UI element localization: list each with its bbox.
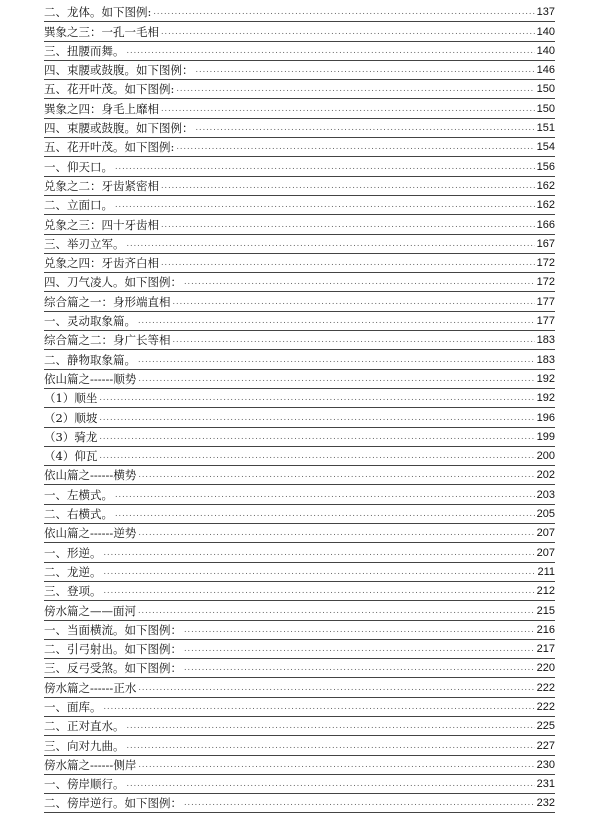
toc-dot-leader xyxy=(176,82,534,98)
toc-entry[interactable] xyxy=(44,505,555,524)
toc-dot-leader xyxy=(127,719,535,735)
toc-entry-page-number: 177 xyxy=(536,295,555,308)
toc-entry-page-number: 146 xyxy=(536,64,555,77)
toc-dot-leader xyxy=(184,642,535,658)
toc-entry[interactable] xyxy=(44,775,555,794)
toc-entry-title: 二、右横式。 xyxy=(44,507,113,522)
toc-entry[interactable] xyxy=(44,273,555,292)
toc-entry[interactable] xyxy=(44,61,555,80)
toc-entry[interactable] xyxy=(44,215,555,234)
toc-entry[interactable] xyxy=(44,543,555,562)
toc-entry[interactable] xyxy=(44,3,555,22)
toc-dot-leader xyxy=(115,488,535,504)
toc-entry-page-number: 202 xyxy=(536,469,555,482)
toc-entry-page-number: 162 xyxy=(536,199,555,212)
toc-entry[interactable] xyxy=(44,42,555,61)
toc-entry-title: 二、傍岸逆行。如下图例： xyxy=(44,796,182,811)
toc-entry-page-number: 220 xyxy=(536,662,555,675)
toc-entry-title: 傍水篇之------正水 xyxy=(44,680,137,695)
toc-entry-title: （2）顺坡 xyxy=(44,410,98,425)
toc-entry-page-number: 150 xyxy=(536,102,555,115)
toc-entry-title: 兑象之四：牙齿齐白相 xyxy=(44,256,159,271)
toc-entry-title: （3）骑龙 xyxy=(44,429,98,444)
toc-dot-leader xyxy=(184,275,535,291)
toc-entry-page-number: 207 xyxy=(536,527,555,540)
toc-entry[interactable] xyxy=(44,659,555,678)
toc-entry-page-number: 192 xyxy=(536,372,555,385)
toc-entry-title: 四、束腰或鼓腹。如下图例： xyxy=(44,63,194,78)
toc-entry-title: 二、龙逆。 xyxy=(44,564,102,579)
toc-entry[interactable] xyxy=(44,370,555,389)
toc-entry-title: 巽象之四：身毛上靡相 xyxy=(44,101,159,116)
toc-entry-title: 傍水篇之------侧岸 xyxy=(44,757,137,772)
toc-dot-leader xyxy=(99,430,534,446)
toc-dot-leader xyxy=(138,681,534,697)
toc-entry[interactable] xyxy=(44,601,555,620)
toc-dot-leader xyxy=(127,237,535,253)
toc-entry[interactable] xyxy=(44,292,555,311)
toc-dot-leader xyxy=(138,372,534,388)
toc-entry[interactable] xyxy=(44,177,555,196)
toc-entry-title: 二、引弓射出。如下图例： xyxy=(44,642,182,657)
toc-entry-title: （4）仰瓦 xyxy=(44,449,98,464)
toc-dot-leader xyxy=(196,121,535,137)
toc-entry-page-number: 177 xyxy=(536,315,555,328)
toc-entry-page-number: 192 xyxy=(536,392,555,405)
toc-entry[interactable] xyxy=(44,621,555,640)
toc-entry[interactable] xyxy=(44,99,555,118)
toc-dot-leader xyxy=(127,739,535,755)
toc-entry-page-number: 151 xyxy=(536,122,555,135)
toc-entry[interactable] xyxy=(44,485,555,504)
toc-entry-page-number: 227 xyxy=(536,739,555,752)
toc-entry-title: 三、登项。 xyxy=(44,584,102,599)
toc-dot-leader xyxy=(138,758,534,774)
toc-entry-page-number: 154 xyxy=(536,141,555,154)
toc-entry-page-number: 207 xyxy=(536,546,555,559)
toc-dot-leader xyxy=(104,584,535,600)
toc-dot-leader xyxy=(161,25,535,41)
toc-entry-title: 三、向对九曲。 xyxy=(44,738,125,753)
toc-entry-page-number: 232 xyxy=(536,797,555,810)
toc-dot-leader xyxy=(176,140,534,156)
toc-entry[interactable] xyxy=(44,756,555,775)
toc-entry[interactable] xyxy=(44,466,555,485)
toc-entry-page-number: 215 xyxy=(536,604,555,617)
toc-entry-page-number: 166 xyxy=(536,218,555,231)
toc-entry-title: 五、花开叶茂。如下图例: xyxy=(44,140,175,155)
toc-dot-leader xyxy=(184,796,535,812)
toc-entry[interactable] xyxy=(44,717,555,736)
toc-entry-page-number: 162 xyxy=(536,179,555,192)
toc-entry-title: 依山篇之------横势 xyxy=(44,468,137,483)
toc-entry-title: 五、花开叶茂。如下图例: xyxy=(44,82,175,97)
toc-entry-title: 傍水篇之——面河 xyxy=(44,603,136,618)
toc-dot-leader xyxy=(138,604,535,620)
toc-entry-title: 一、灵动取象篇。 xyxy=(44,314,136,329)
toc-entry-title: 综合篇之一：身形端直相 xyxy=(44,294,171,309)
toc-dot-leader xyxy=(99,411,534,427)
toc-entry[interactable] xyxy=(44,138,555,157)
toc-entry-page-number: 203 xyxy=(536,488,555,501)
toc-entry[interactable] xyxy=(44,22,555,41)
toc-entry-title: 兑象之三：四十牙齿相 xyxy=(44,217,159,232)
toc-entry-title: 依山篇之------顺势 xyxy=(44,371,137,386)
toc-entry[interactable] xyxy=(44,698,555,717)
toc-entry-page-number: 183 xyxy=(536,334,555,347)
toc-dot-leader xyxy=(161,102,535,118)
toc-entry-page-number: 222 xyxy=(536,700,555,713)
toc-entry-page-number: 196 xyxy=(536,411,555,424)
toc-entry-page-number: 137 xyxy=(536,6,555,19)
toc-entry-title: 一、形逆。 xyxy=(44,545,102,560)
toc-entry-title: 二、龙体。如下图例: xyxy=(44,5,152,20)
toc-dot-leader xyxy=(115,198,535,214)
toc-entry-title: 一、仰天口。 xyxy=(44,159,113,174)
toc-dot-leader xyxy=(161,179,535,195)
toc-entry-page-number: 222 xyxy=(536,681,555,694)
toc-entry-title: 二、静物取象篇。 xyxy=(44,352,136,367)
toc-entry[interactable] xyxy=(44,80,555,99)
toc-entry-page-number: 211 xyxy=(537,565,555,578)
toc-entry[interactable] xyxy=(44,447,555,466)
toc-dot-leader xyxy=(127,44,535,60)
toc-entry-page-number: 231 xyxy=(536,778,555,791)
toc-dot-leader xyxy=(173,295,535,311)
toc-dot-leader xyxy=(104,565,536,581)
toc-entry[interactable] xyxy=(44,235,555,254)
toc-dot-leader xyxy=(115,507,535,523)
toc-dot-leader xyxy=(104,546,535,562)
toc-entry[interactable] xyxy=(44,794,555,813)
toc-dot-leader xyxy=(138,468,534,484)
toc-entry[interactable] xyxy=(44,196,555,215)
toc-entry[interactable] xyxy=(44,736,555,755)
toc-dot-leader xyxy=(115,160,535,176)
toc-entry[interactable] xyxy=(44,254,555,273)
toc-entry-title: 三、反弓受煞。如下图例： xyxy=(44,661,182,676)
toc-entry[interactable] xyxy=(44,428,555,447)
toc-entry-title: 一、当面横流。如下图例： xyxy=(44,622,182,637)
table-of-contents xyxy=(44,3,555,813)
toc-entry-page-number: 225 xyxy=(536,720,555,733)
toc-entry-page-number: 183 xyxy=(536,353,555,366)
toc-dot-leader xyxy=(104,700,535,716)
toc-entry-title: 二、正对直水。 xyxy=(44,719,125,734)
toc-entry-page-number: 140 xyxy=(536,25,555,38)
toc-dot-leader xyxy=(153,5,534,21)
toc-entry[interactable] xyxy=(44,640,555,659)
toc-entry[interactable] xyxy=(44,524,555,543)
toc-dot-leader xyxy=(138,314,535,330)
toc-entry-page-number: 156 xyxy=(536,160,555,173)
toc-entry[interactable] xyxy=(44,563,555,582)
toc-entry-page-number: 140 xyxy=(536,44,555,57)
toc-entry-page-number: 200 xyxy=(536,450,555,463)
toc-entry-title: 兑象之二：牙齿紧密相 xyxy=(44,178,159,193)
toc-entry-page-number: 150 xyxy=(536,83,555,96)
toc-dot-leader xyxy=(161,218,535,234)
toc-entry-title: 一、左横式。 xyxy=(44,487,113,502)
toc-entry[interactable] xyxy=(44,119,555,138)
toc-entry-title: 综合篇之二：身广长等相 xyxy=(44,333,171,348)
toc-entry-title: 二、立面口。 xyxy=(44,198,113,213)
toc-dot-leader xyxy=(138,353,535,369)
toc-entry-title: 四、束腰或鼓腹。如下图例： xyxy=(44,121,194,136)
toc-entry[interactable] xyxy=(44,331,555,350)
toc-dot-leader xyxy=(138,526,534,542)
toc-entry-title: 四、刀气凌人。如下图例： xyxy=(44,275,182,290)
toc-entry-page-number: 199 xyxy=(536,430,555,443)
toc-entry-page-number: 172 xyxy=(536,276,555,289)
toc-entry-page-number: 205 xyxy=(536,508,555,521)
toc-entry-title: （1）顺坐 xyxy=(44,391,98,406)
toc-entry-title: 三、扭腰而舞。 xyxy=(44,43,125,58)
toc-dot-leader xyxy=(184,661,535,677)
toc-dot-leader xyxy=(196,63,535,79)
toc-entry[interactable] xyxy=(44,678,555,697)
toc-entry-title: 三、举刃立军。 xyxy=(44,236,125,251)
toc-entry-page-number: 217 xyxy=(536,643,555,656)
toc-entry-title: 一、傍岸顺行。 xyxy=(44,777,125,792)
toc-entry-title: 巽象之三：一孔一毛相 xyxy=(44,24,159,39)
toc-entry[interactable] xyxy=(44,157,555,176)
toc-entry[interactable] xyxy=(44,582,555,601)
toc-entry[interactable] xyxy=(44,408,555,427)
toc-dot-leader xyxy=(161,256,535,272)
toc-entry-page-number: 216 xyxy=(536,623,555,636)
toc-entry-title: 一、面库。 xyxy=(44,699,102,714)
toc-entry-title: 依山篇之------逆势 xyxy=(44,526,137,541)
toc-entry-page-number: 230 xyxy=(536,758,555,771)
toc-entry[interactable] xyxy=(44,389,555,408)
toc-dot-leader xyxy=(184,623,535,639)
toc-dot-leader xyxy=(99,449,534,465)
toc-entry-page-number: 167 xyxy=(536,237,555,250)
toc-dot-leader xyxy=(173,333,535,349)
toc-dot-leader xyxy=(127,777,535,793)
toc-entry[interactable] xyxy=(44,350,555,369)
toc-entry[interactable] xyxy=(44,312,555,331)
toc-entry-page-number: 212 xyxy=(536,585,555,598)
toc-dot-leader xyxy=(99,391,534,407)
toc-entry-page-number: 172 xyxy=(536,257,555,270)
